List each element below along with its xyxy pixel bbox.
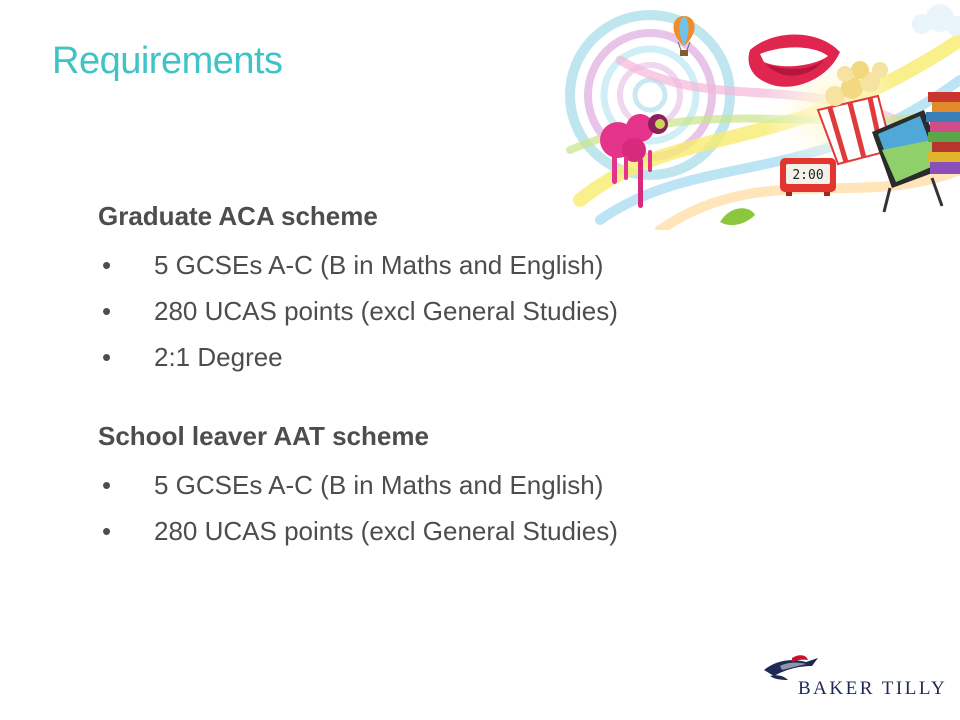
- bullet-icon: •: [102, 342, 112, 372]
- list-item: [98, 508, 738, 554]
- section-school-leaver-aat: [98, 416, 738, 554]
- cloud-icon: [912, 4, 960, 36]
- requirements-list: [98, 462, 738, 554]
- bullet-icon: •: [102, 250, 112, 280]
- bullet-icon: •: [102, 470, 112, 500]
- section-heading: School leaver AAT scheme: [98, 421, 429, 451]
- slide-title: Requirements: [52, 40, 283, 82]
- requirements-list: [98, 242, 738, 380]
- section-graduate-aca: [98, 196, 738, 380]
- list-item-text: 280 UCAS points (excl General Studies): [154, 516, 618, 546]
- list-item: [98, 334, 738, 380]
- section-spacer: [98, 380, 738, 416]
- alarm-clock-icon: [780, 158, 836, 196]
- list-item: [98, 242, 738, 288]
- list-item-text: 5 GCSEs A-C (B in Maths and English): [154, 470, 604, 500]
- clock-readout: 2:00: [792, 168, 824, 183]
- list-item-text: 5 GCSEs A-C (B in Maths and English): [154, 250, 604, 280]
- requirements-content: [98, 196, 738, 554]
- list-item-text: 2:1 Degree: [154, 342, 283, 372]
- bullet-icon: •: [102, 296, 112, 326]
- logo-text: BAKER TILLY: [798, 678, 948, 699]
- list-item: [98, 462, 738, 508]
- bullet-icon: •: [102, 516, 112, 546]
- baker-tilly-logo: [762, 652, 948, 700]
- list-item: [98, 288, 738, 334]
- section-heading: Graduate ACA scheme: [98, 201, 378, 231]
- list-item-text: 280 UCAS points (excl General Studies): [154, 296, 618, 326]
